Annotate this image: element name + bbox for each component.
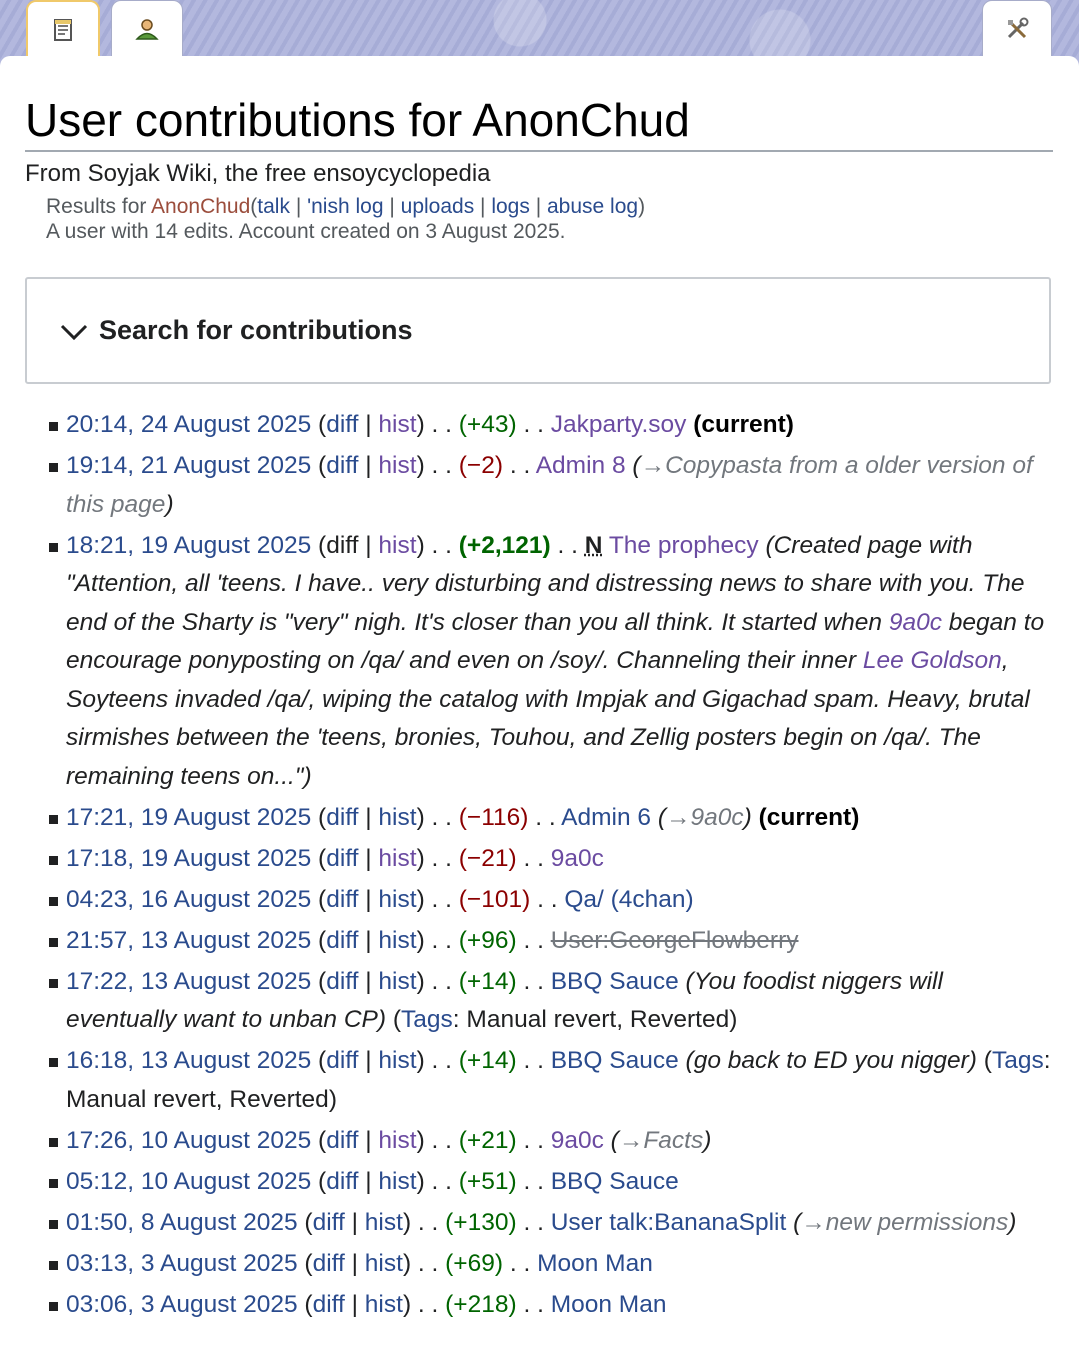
size-diff: (+96) — [458, 926, 517, 954]
results-prefix: Results for — [46, 195, 152, 218]
edit-summary: (You foodist niggers will eventually want to unban CP) — [66, 967, 943, 1033]
hist-link[interactable]: hist — [378, 1047, 417, 1074]
tools-icon — [1004, 16, 1030, 42]
page-link[interactable]: Qa/ (4chan) — [564, 885, 694, 913]
diff-link[interactable]: diff — [326, 844, 359, 872]
list-item: 04:23, 16 August 2025 (diff | hist) . . (−101) . . Qa/ (4chan) — [0, 881, 1079, 920]
page-link[interactable]: 9a0c — [550, 844, 604, 872]
page-link[interactable]: 9a0c — [550, 1126, 604, 1154]
tags-link[interactable]: Tags — [401, 1006, 453, 1033]
content-area — [0, 56, 1079, 1348]
hist-link[interactable]: hist — [378, 803, 417, 831]
page-link[interactable]: Jakparty.soy — [550, 411, 687, 438]
page-title: User contributions for AnonChud — [25, 92, 1053, 152]
date-link[interactable]: 17:26, 10 August 2025 — [66, 1126, 312, 1154]
section-link[interactable]: →new permissions — [801, 1208, 1009, 1236]
logs-link[interactable]: logs — [491, 195, 530, 218]
uploads-link[interactable]: uploads — [400, 195, 475, 218]
tags-value: Manual revert, Reverted — [66, 1085, 329, 1113]
date-link[interactable]: 03:06, 3 August 2025 — [66, 1290, 298, 1318]
hist-link[interactable]: hist — [378, 967, 417, 995]
diff-link[interactable]: diff — [326, 926, 359, 954]
list-item: 21:57, 13 August 2025 (diff | hist) . . (+96) . . User:GeorgeFlowberry — [0, 922, 1079, 961]
size-diff: (+69) — [445, 1249, 504, 1277]
date-link[interactable]: 04:23, 16 August 2025 — [66, 885, 312, 913]
summary-link[interactable]: 9a0c — [888, 608, 942, 636]
page-link[interactable]: Admin 8 — [535, 452, 626, 479]
size-diff: (+130) — [445, 1208, 517, 1236]
diff-link[interactable]: diff — [326, 885, 359, 913]
hist-link[interactable]: hist — [378, 452, 417, 479]
tab-user[interactable] — [111, 0, 183, 57]
date-link[interactable]: 19:14, 21 August 2025 — [66, 452, 312, 479]
list-item: 01:50, 8 August 2025 (diff | hist) . . (+130) . . User talk:BananaSplit (→new permissions) — [0, 1204, 1079, 1243]
date-link[interactable]: 05:12, 10 August 2025 — [66, 1167, 312, 1195]
size-diff: (+2,121) — [458, 531, 551, 559]
date-link[interactable]: 01:50, 8 August 2025 — [66, 1208, 298, 1236]
hist-link[interactable]: hist — [378, 844, 417, 872]
page-link[interactable]: Moon Man — [550, 1290, 667, 1318]
search-contributions-panel[interactable] — [25, 277, 1051, 384]
hist-link[interactable]: hist — [378, 1126, 417, 1154]
page-link[interactable]: The prophecy — [608, 531, 759, 559]
size-diff: (−2) — [458, 452, 504, 479]
page-link[interactable]: User talk:BananaSplit — [550, 1208, 787, 1236]
edit-summary: (go back to ED you nigger) — [685, 1047, 977, 1074]
hist-link[interactable]: hist — [378, 1167, 417, 1195]
tab-tools[interactable] — [982, 0, 1052, 57]
page-link[interactable]: Moon Man — [537, 1249, 653, 1277]
list-item: 03:13, 3 August 2025 (diff | hist) . . (+69) . . Moon Man — [0, 1245, 1079, 1284]
site-tagline: From Soyjak Wiki, the free ensoycyclopedia — [25, 160, 491, 187]
diff-link[interactable]: diff — [326, 967, 359, 995]
summary-link[interactable]: Lee Goldson — [862, 647, 1002, 674]
size-diff: (+51) — [458, 1167, 517, 1195]
size-diff: (+14) — [458, 1047, 517, 1074]
hist-link[interactable]: hist — [378, 531, 417, 559]
section-link[interactable]: →Facts — [618, 1126, 704, 1154]
edit-summary: (Created page with "Attention, all 'teens. I have.. very disturbing and distressing news to share with you. The end of the Sharty is "very" nigh. It's closer than you all think. It started when 9a0c began to encourage ponyposting on /qa/ and even on /soy/. Channeling their inner Lee Goldson, Soyteens invaded /qa/, wiping the catalog with Impjak and Gigachad spam. Heavy, brutal sirmishes between the 'teens, bronies, Touhou, and Zellig posters begin on /qa/. The remaining teens on...") — [66, 531, 1045, 790]
abuse-log-link[interactable]: abuse log — [546, 195, 639, 218]
section-link[interactable]: →Copypasta from a older version of this page — [66, 452, 1033, 518]
size-diff: (−101) — [458, 885, 531, 913]
list-item: 17:21, 19 August 2025 (diff | hist) . . (−116) . . Admin 6 (→9a0c) (current) — [0, 799, 1079, 838]
date-link[interactable]: 21:57, 13 August 2025 — [66, 926, 312, 954]
date-link[interactable]: 03:13, 3 August 2025 — [66, 1249, 298, 1277]
list-item: 19:14, 21 August 2025 (diff | hist) . . (−2) . . Admin 8 (→Copypasta from a older version of this page) — [0, 447, 1079, 524]
search-contributions-label: Search for contributions — [99, 315, 413, 345]
date-link[interactable]: 16:18, 13 August 2025 — [66, 1047, 312, 1074]
tab-page[interactable] — [26, 0, 100, 58]
diff-link[interactable]: diff — [326, 1047, 359, 1074]
page-link[interactable]: BBQ Sauce — [550, 1047, 679, 1074]
hist-link[interactable]: hist — [364, 1290, 403, 1318]
page-link[interactable]: BBQ Sauce — [550, 967, 679, 995]
user-icon — [134, 17, 160, 41]
contributions-list — [0, 406, 1079, 1327]
nish-log-link[interactable]: 'nish log — [307, 195, 384, 218]
new-page-flag: N — [584, 531, 603, 559]
date-link[interactable]: 17:18, 19 August 2025 — [66, 844, 312, 872]
account-info: A user with 14 edits. Account created on 3 August 2025. — [46, 220, 566, 243]
list-item: 20:14, 24 August 2025 (diff | hist) . . (+43) . . Jakparty.soy (current) — [0, 406, 1079, 445]
list-item: 17:18, 19 August 2025 (diff | hist) . . (−21) . . 9a0c — [0, 840, 1079, 879]
tags-value: Manual revert, Reverted — [466, 1006, 730, 1033]
size-diff: (+43) — [458, 411, 517, 438]
list-item: 17:22, 13 August 2025 (diff | hist) . . (+14) . . BBQ Sauce (You foodist niggers will eventually want to unban CP) (Tags: Manual revert, Reverted) — [0, 963, 1079, 1040]
list-item: 03:06, 3 August 2025 (diff | hist) . . (+218) . . Moon Man — [0, 1286, 1079, 1325]
page-link[interactable]: BBQ Sauce — [550, 1167, 679, 1195]
diff-link[interactable]: diff — [326, 411, 359, 438]
diff-link[interactable]: diff — [326, 1167, 359, 1195]
user-link[interactable]: AnonChud — [151, 195, 251, 218]
date-link[interactable]: 17:21, 19 August 2025 — [66, 803, 312, 831]
hist-link[interactable]: hist — [378, 926, 417, 954]
size-diff: (+14) — [458, 967, 517, 995]
hist-link[interactable]: hist — [378, 885, 417, 913]
current-flag: (current) — [758, 803, 860, 831]
page-link[interactable]: Admin 6 — [561, 803, 652, 831]
diff-link[interactable]: diff — [326, 452, 359, 479]
diff-link[interactable]: diff — [312, 1290, 345, 1318]
date-link[interactable]: 17:22, 13 August 2025 — [66, 967, 312, 995]
list-item: 18:21, 19 August 2025 (diff | hist) . . (+2,121) . . N The prophecy (Created page with "Attention, all 'teens. I have.. very disturbing and distressing news to share with you. The end of the Sharty is "very" nigh. It's closer than you all think. It started when 9a0c began to encourage ponyposting on /qa/ and even on /soy/. Channeling their inner Lee Goldson, Soyteens invaded /qa/, wiping the catalog with Impjak and Gigachad spam. Heavy, brutal sirmishes between the 'teens, bronies, Touhou, and Zellig posters begin on /qa/. The remaining teens on...") — [0, 527, 1079, 797]
diff-link[interactable]: diff — [326, 1126, 359, 1154]
tags-link[interactable]: Tags — [991, 1047, 1044, 1074]
diff-link[interactable]: diff — [312, 1249, 345, 1277]
hist-link[interactable]: hist — [364, 1249, 403, 1277]
date-link[interactable]: 20:14, 24 August 2025 — [66, 411, 312, 438]
size-diff: (−21) — [458, 844, 517, 872]
current-flag: (current) — [693, 411, 794, 438]
section-link[interactable]: →9a0c — [666, 803, 744, 831]
diff-link[interactable]: diff — [312, 1208, 345, 1236]
hist-link[interactable]: hist — [378, 411, 417, 438]
size-diff: (+218) — [445, 1290, 517, 1318]
hist-link[interactable]: hist — [364, 1208, 403, 1236]
size-diff: (+21) — [458, 1126, 517, 1154]
chevron-down-icon — [59, 316, 89, 346]
diff-text: diff — [326, 531, 359, 559]
list-item: 16:18, 13 August 2025 (diff | hist) . . (+14) . . BBQ Sauce (go back to ED you nigger) (Tags: Manual revert, Reverted) — [0, 1042, 1079, 1119]
list-item: 05:12, 10 August 2025 (diff | hist) . . (+51) . . BBQ Sauce — [0, 1163, 1079, 1202]
results-info: Results for AnonChud(talk | 'nish log | uploads | logs | abuse log) A user with 14 edits. Account created on 3 August 2025. — [46, 195, 646, 243]
diff-link[interactable]: diff — [326, 803, 359, 831]
page-icon — [52, 18, 74, 42]
list-item: 17:26, 10 August 2025 (diff | hist) . . (+21) . . 9a0c (→Facts) — [0, 1122, 1079, 1161]
talk-link[interactable]: talk — [257, 195, 290, 218]
deleted-page: User:GeorgeFlowberry — [550, 926, 799, 954]
date-link[interactable]: 18:21, 19 August 2025 — [66, 531, 312, 559]
size-diff: (−116) — [458, 803, 529, 831]
